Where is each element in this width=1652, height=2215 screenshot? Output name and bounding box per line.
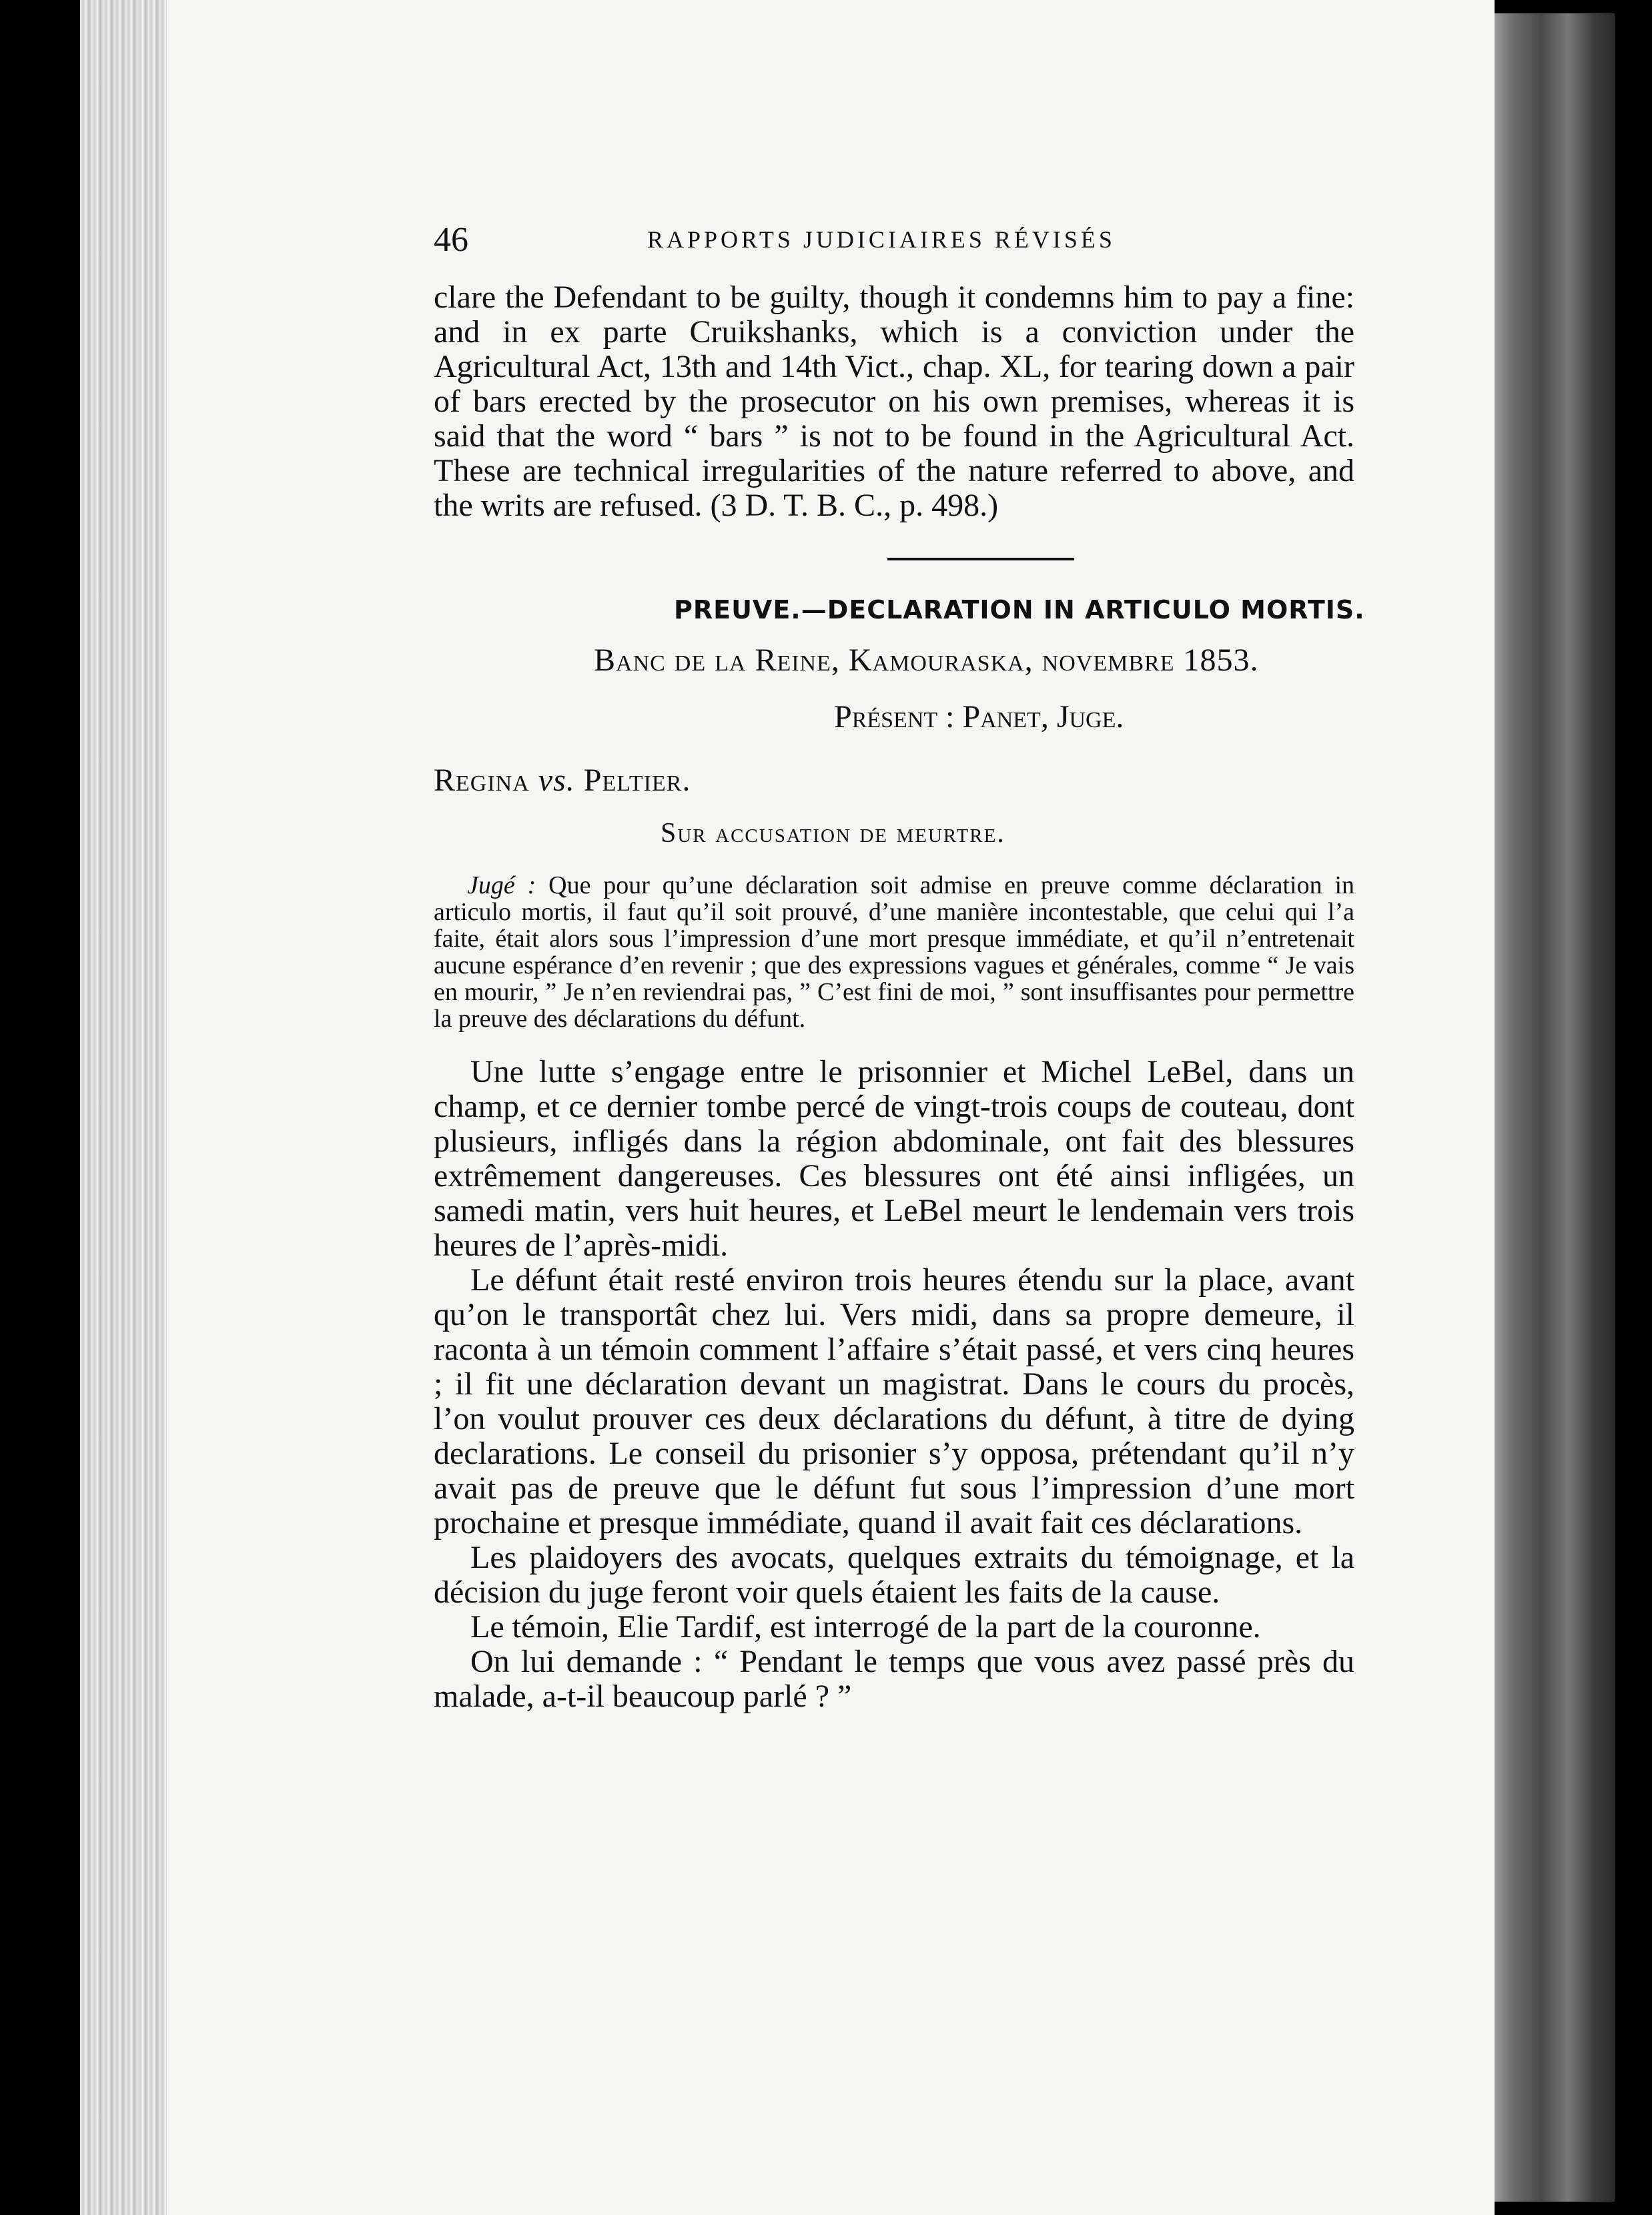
binding-gutter	[1495, 13, 1615, 2202]
defendant: Peltier.	[583, 763, 691, 798]
narrative-paragraph: Le défunt était resté environ trois heures étendu sur la place, avant qu’on le transportât chez lui. Vers midi, dans sa propre demeure, il raconta à un témoin comment l’affaire s’était passé, et vers cinq heures ; il fit une déclaration devant un magistrat. Dans le cours du procès, l’on voulut prouver ces deux déclarations du défunt, à titre de dying declarations. Le conseil du prisonier s’y opposa, prétendant qu’il n’y avait pas de preuve que le défunt fut sous l’impression d’une mort prochaine et presque immédiate, quand il avait fait ces déclarations.	[434, 1262, 1354, 1540]
headnote	[434, 872, 1354, 1032]
narrative-paragraph: On lui demande : “ Pendant le temps que vous avez passé près du malade, a-t-il beaucoup parlé ? ”	[434, 1644, 1354, 1714]
present-line: Présent : Panet, Juge.	[834, 699, 1124, 735]
headnote-label: Jugé :	[467, 871, 536, 899]
narrative	[434, 1055, 1354, 1714]
case-parties	[434, 762, 1368, 799]
versus: vs.	[538, 763, 575, 798]
narrative-paragraph: Le témoin, Elie Tardif, est interrogé de la part de la couronne.	[470, 1609, 1261, 1645]
plaintiff: Regina	[434, 763, 530, 798]
headnote-text: Que pour qu’une déclaration soit admise en preuve comme déclaration in articulo mortis, il faut qu’il soit prouvé, d’une manière incontestable, que celui qui l’a faite, était alors sous l’impression d’une mort presque immédiate, et qu’il n’entretenait aucune espérance d’en revenir ; que des expressions vagues et générales, comme “ Je vais en mourir, ” Je n’en reviendrai pas, ” C’est fini de moi, ” sont insuffisantes pour permettre la preuve des déclarations du défunt.	[434, 871, 1355, 1033]
section-divider	[887, 558, 1074, 560]
page-number: 46	[434, 221, 468, 259]
prior-case-text: clare the Defendant to be guilty, though it condemns him to pay a fine: and in ex parte Cruikshanks, which is a conviction under the Agricultural Act, 13th and 14th Vict., chap. XL, for tearing down a pair of bars erected by the prosecutor on his own premises, whereas it is said that the word “ bars ” is not to be found in the Agricultural Act. These are technical irregularities of the nature referred to above, and the writs are refused. (3 D. T. B. C., p. 498.)	[434, 280, 1354, 523]
charge-line: Sur accusation de meurtre.	[661, 818, 1005, 849]
running-head	[260, 220, 1368, 267]
narrative-paragraph: Une lutte s’engage entre le prisonnier et Michel LeBel, dans un champ, et ce dernier tombe percé de vingt-trois coups de couteau, dont plusieurs, infligés dans la région abdominale, ont fait des blessures extrêmement dangereuses. Ces blessures ont été ainsi infligées, un samedi matin, vers huit heures, et LeBel meurt le lendemain vers trois heures de l’après-midi.	[434, 1054, 1354, 1263]
page-content	[260, 220, 1368, 1714]
running-title: RAPPORTS JUDICIAIRES RÉVISÉS	[647, 226, 1116, 253]
page-edges-left	[80, 0, 167, 2215]
case-heading: PREUVE.—DECLARATION IN ARTICULO MORTIS.	[674, 595, 1365, 624]
court-line: Banc de la Reine, Kamouraska, novembre 1853.	[594, 642, 1259, 678]
narrative-paragraph: Les plaidoyers des avocats, quelques extraits du témoignage, et la décision du juge feront voir quels étaient les faits de la cause.	[434, 1540, 1354, 1610]
